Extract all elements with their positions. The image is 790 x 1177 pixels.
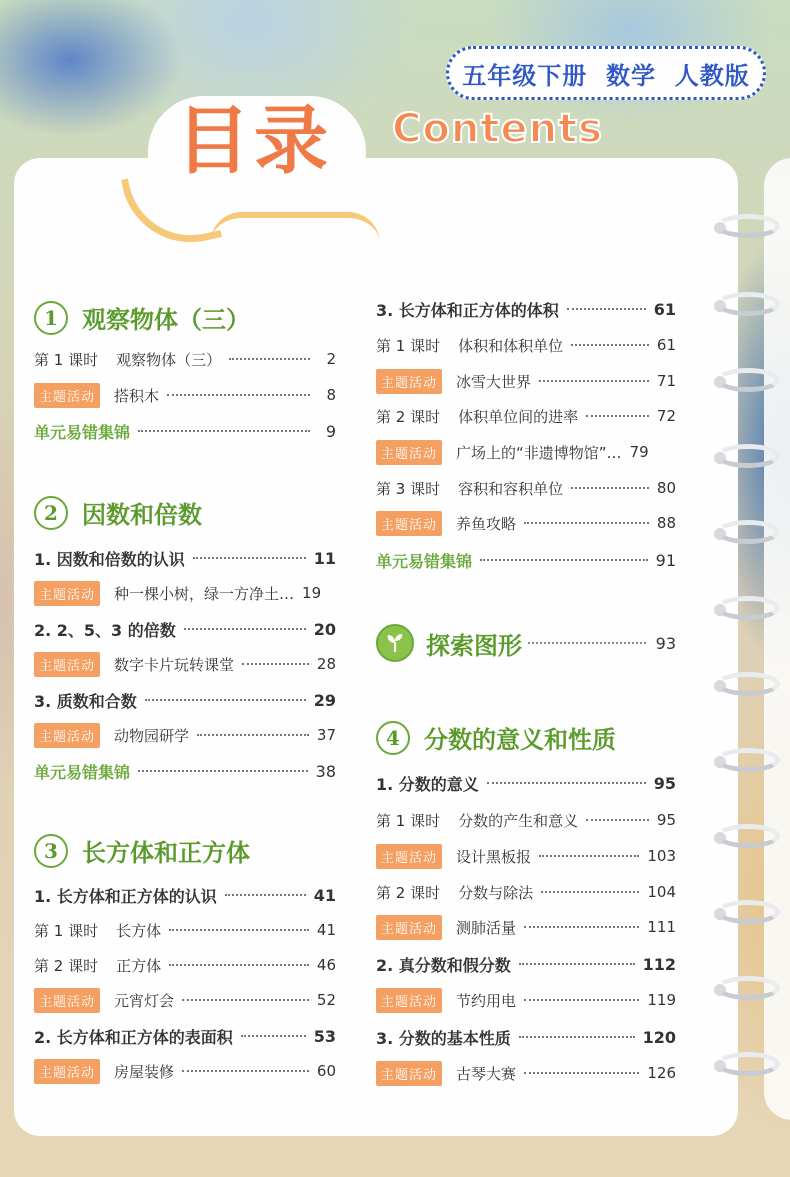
activity-tag: 主题活动 (376, 1061, 442, 1086)
toc-row-section[interactable] (34, 882, 336, 908)
dot-leader (138, 430, 310, 432)
toc-label: 容积和容积单位 (458, 479, 564, 498)
toc-label: 观察物体（三） (116, 350, 222, 369)
toc-label: 体积和体积单位 (458, 336, 564, 355)
dot-leader (528, 642, 646, 644)
binding-wire (716, 596, 780, 620)
activity-tag: 主题活动 (34, 723, 100, 748)
lesson-number: 第 1 课时 (34, 921, 99, 940)
binding-ring (708, 972, 788, 1006)
lesson-number: 第 1 课时 (376, 811, 441, 830)
toc-label: 种一棵小树，绿一方净土… (114, 584, 295, 603)
toc-row-section[interactable] (376, 296, 676, 322)
page-number: 79 (629, 443, 649, 461)
toc-label: 3. 长方体和正方体的体积 (376, 300, 559, 320)
page-title-english: Contents (392, 106, 603, 152)
dot-leader (524, 926, 639, 928)
page-number: 8 (326, 386, 336, 404)
toc-label: 搭积木 (114, 386, 160, 405)
binding-wire (716, 368, 780, 392)
page-number: 41 (313, 885, 336, 905)
unit-heading-2[interactable] (34, 495, 334, 530)
binding-wire (716, 900, 780, 924)
toc-label: 2. 真分数和假分数 (376, 955, 511, 975)
binding-wire (716, 520, 780, 544)
page-number: 91 (655, 550, 676, 570)
activity-tag: 主题活动 (376, 844, 442, 869)
toc-row-section[interactable] (34, 545, 336, 571)
toc-label: 1. 分数的意义 (376, 774, 479, 794)
page-number: 9 (325, 421, 336, 441)
dot-leader (242, 663, 309, 665)
toc-row-review[interactable] (34, 418, 336, 444)
page-number: 72 (656, 407, 676, 425)
toc-label: 3. 质数和合数 (34, 691, 137, 711)
unit-title: 分数的意义和性质 (424, 725, 616, 754)
activity-tag: 主题活动 (34, 988, 100, 1013)
dot-leader (487, 782, 646, 784)
dot-leader (138, 770, 308, 772)
toc-label: 长方体 (116, 921, 162, 940)
unit-number-badge: 4 (376, 721, 410, 755)
toc-label: 数字卡片玩转课堂 (114, 655, 235, 674)
toc-row[interactable] (34, 346, 336, 372)
toc-row[interactable] (34, 580, 336, 606)
dot-leader (519, 963, 635, 965)
toc-row[interactable] (376, 843, 676, 869)
toc-label: 古琴大赛 (456, 1064, 517, 1083)
toc-row[interactable] (34, 651, 336, 677)
binding-ring (708, 896, 788, 930)
dot-leader (567, 308, 646, 310)
page-number: 71 (656, 372, 676, 390)
dot-leader (571, 344, 649, 346)
dot-leader (169, 964, 309, 966)
toc-row[interactable] (34, 952, 336, 978)
binding-ring (708, 592, 788, 626)
page-number: 37 (316, 726, 336, 744)
page-number: 41 (316, 921, 336, 939)
page-number: 52 (316, 991, 336, 1009)
binding-ring (708, 440, 788, 474)
dot-leader (519, 1036, 635, 1038)
toc-row-review[interactable] (376, 547, 676, 573)
toc-row-section[interactable] (376, 1024, 676, 1050)
page-number: 95 (656, 811, 676, 829)
binding-ring (708, 668, 788, 702)
page-number: 126 (647, 1064, 676, 1082)
unit-number-badge: 2 (34, 496, 68, 530)
page-number: 119 (647, 991, 676, 1009)
page-number: 103 (647, 847, 676, 865)
binding-wire (716, 748, 780, 772)
page-number: 111 (647, 918, 676, 936)
page-number: 20 (313, 619, 336, 639)
explore-title: 探索图形 (426, 630, 522, 660)
binding-wire (716, 214, 780, 238)
binding-wire (716, 976, 780, 1000)
dot-leader (182, 999, 309, 1001)
dot-leader (184, 628, 306, 630)
activity-tag: 主题活动 (376, 915, 442, 940)
toc-row[interactable] (376, 475, 676, 501)
binding-ring (708, 744, 788, 778)
unit-heading-1[interactable] (34, 300, 334, 335)
toc-label: 单元易错集锦 (34, 762, 131, 782)
activity-tag: 主题活动 (376, 440, 442, 465)
toc-label: 2. 长方体和正方体的表面积 (34, 1027, 233, 1047)
dot-leader (225, 894, 306, 896)
dot-leader (571, 487, 649, 489)
page-number: 38 (315, 761, 336, 781)
toc-row[interactable] (34, 987, 336, 1013)
page-number: 61 (656, 336, 676, 354)
toc-label: 广场上的“非遗博物馆”… (456, 443, 622, 462)
page-number: 46 (316, 956, 336, 974)
binding-wire (716, 824, 780, 848)
toc-row[interactable] (34, 382, 336, 408)
toc-label: 元宵灯会 (114, 991, 175, 1010)
page-number: 93 (655, 633, 676, 653)
toc-row-section[interactable] (376, 951, 676, 977)
toc-row[interactable] (376, 368, 676, 394)
toc-row-section[interactable] (376, 770, 676, 796)
dot-leader (524, 522, 649, 524)
toc-label: 冰雪大世界 (456, 372, 532, 391)
dot-leader (524, 999, 639, 1001)
toc-row[interactable] (34, 917, 336, 943)
toc-label: 2. 2、5、3 的倍数 (34, 620, 176, 640)
lesson-number: 第 2 课时 (376, 407, 441, 426)
toc-label: 单元易错集锦 (376, 551, 473, 571)
binding-ring (708, 516, 788, 550)
toc-label: 3. 分数的基本性质 (376, 1028, 511, 1048)
dot-leader (586, 819, 649, 821)
page-number: 112 (642, 954, 676, 974)
activity-tag: 主题活动 (376, 511, 442, 536)
activity-tag: 主题活动 (34, 652, 100, 677)
toc-label: 设计黑板报 (456, 847, 532, 866)
sprout-icon-svg (384, 632, 406, 654)
dot-leader (480, 559, 648, 561)
binding-wire (716, 292, 780, 316)
toc-label: 分数的产生和意义 (458, 811, 579, 830)
binding-wire (716, 444, 780, 468)
page-number: 120 (642, 1027, 676, 1047)
unit-heading-3[interactable] (34, 833, 334, 868)
toc-row[interactable] (376, 914, 676, 940)
toc-label: 节约用电 (456, 991, 517, 1010)
toc-row-section[interactable] (34, 687, 336, 713)
toc-row-section[interactable] (34, 616, 336, 642)
page-number: 61 (653, 299, 676, 319)
page-number: 28 (316, 655, 336, 673)
toc-row[interactable] (376, 1060, 676, 1086)
toc-label: 1. 因数和倍数的认识 (34, 549, 185, 569)
dot-leader (539, 380, 649, 382)
binding-wire (716, 672, 780, 696)
toc-label: 分数与除法 (458, 883, 534, 902)
activity-tag: 主题活动 (376, 988, 442, 1013)
toc-row[interactable] (376, 332, 676, 358)
dot-leader (586, 415, 649, 417)
page-title: 目录 (176, 98, 332, 184)
toc-row[interactable] (34, 1058, 336, 1084)
toc-label: 单元易错集锦 (34, 422, 131, 442)
sprout-icon (376, 624, 414, 662)
binding-ring (708, 820, 788, 854)
toc-row[interactable] (376, 879, 676, 905)
toc-row[interactable] (376, 403, 676, 429)
toc-label: 动物园研学 (114, 726, 190, 745)
dot-leader (169, 929, 309, 931)
unit-number-badge: 3 (34, 834, 68, 868)
dot-leader (197, 734, 309, 736)
lesson-number: 第 3 课时 (376, 479, 441, 498)
unit-title: 观察物体（三） (82, 305, 250, 334)
dot-leader (145, 699, 306, 701)
toc-row[interactable] (376, 439, 676, 465)
toc-row[interactable] (376, 510, 676, 536)
page-number: 95 (653, 773, 676, 793)
activity-tag: 主题活动 (34, 383, 100, 408)
toc-row[interactable] (376, 807, 676, 833)
toc-label: 测肺活量 (456, 918, 517, 937)
toc-row[interactable] (376, 987, 676, 1013)
lesson-number: 第 2 课时 (34, 956, 99, 975)
unit-number-badge: 1 (34, 301, 68, 335)
lesson-number: 第 1 课时 (376, 336, 441, 355)
binding-ring (708, 364, 788, 398)
unit-title: 因数和倍数 (82, 500, 202, 529)
toc-label: 房屋装修 (114, 1062, 175, 1081)
page-number: 11 (313, 548, 336, 568)
unit-title: 长方体和正方体 (82, 838, 250, 867)
page-number: 2 (326, 350, 336, 368)
dot-leader (193, 557, 306, 559)
dot-leader (241, 1035, 306, 1037)
grade-badge: 五年级下册 数学 人教版 (446, 46, 766, 100)
dot-leader (541, 891, 639, 893)
binding-wire (716, 1052, 780, 1076)
page-number: 60 (316, 1062, 336, 1080)
activity-tag: 主题活动 (376, 369, 442, 394)
page-number: 19 (302, 584, 322, 602)
toc-row-section[interactable] (34, 1023, 336, 1049)
toc-label: 正方体 (116, 956, 162, 975)
toc-row[interactable] (34, 722, 336, 748)
explore-heading[interactable] (376, 624, 676, 662)
lesson-number: 第 2 课时 (376, 883, 441, 902)
dot-leader (182, 1070, 309, 1072)
dot-leader (229, 358, 310, 360)
binding-ring (708, 1048, 788, 1082)
toc-label: 1. 长方体和正方体的认识 (34, 886, 217, 906)
dot-leader (524, 1072, 639, 1074)
activity-tag: 主题活动 (34, 1059, 100, 1084)
toc-label: 体积单位间的进率 (458, 407, 579, 426)
toc-row-review[interactable] (34, 758, 336, 784)
lesson-number: 第 1 课时 (34, 350, 99, 369)
dot-leader (539, 855, 639, 857)
page-number: 88 (656, 514, 676, 532)
activity-tag: 主题活动 (34, 581, 100, 606)
toc-label: 养鱼攻略 (456, 514, 517, 533)
binding-ring (708, 210, 788, 244)
page-number: 80 (656, 479, 676, 497)
page-number: 29 (313, 690, 336, 710)
dot-leader (167, 394, 310, 396)
binding-ring (708, 288, 788, 322)
page-number: 53 (313, 1026, 336, 1046)
page-number: 104 (647, 883, 676, 901)
title-bubble-stroke (210, 212, 380, 244)
unit-heading-4[interactable] (376, 720, 676, 755)
